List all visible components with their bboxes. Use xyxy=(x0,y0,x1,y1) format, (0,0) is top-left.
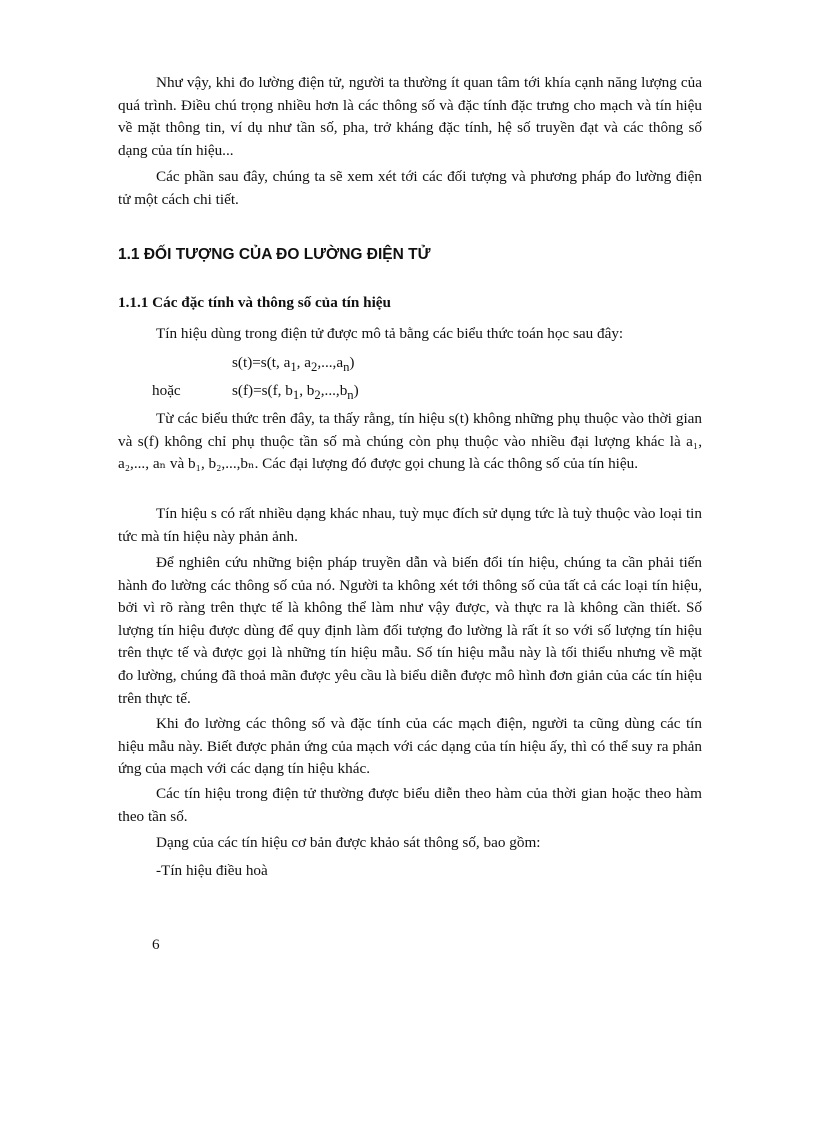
representation-paragraph: Các tín hiệu trong điện tử thường được biểu diễn theo hàm của thời gian hoặc theo hàm theo tần số. xyxy=(118,785,702,825)
section-heading: 1.1 ĐỐI TƯỢNG CỦA ĐO LƯỜNG ĐIỆN TỬ xyxy=(118,246,431,263)
intro-paragraph-1: Như vậy, khi đo lường điện tử, người ta thường ít quan tâm tới khía cạnh năng lượng của quá trình. Điều chú trọng nhiều hơn là các thông số và đặc tính đặc trưng cho mạch và tín hiệu về mặt thông tin, ví dụ như tần số, pha, trở kháng đặc tính, hệ số truyền đạt và các thông số dạng của tín hiệu... xyxy=(118,74,702,159)
intro-paragraph-2: Các phần sau đây, chúng ta sẽ xem xét tới các đối tượng và phương pháp đo lường điện tử một cách chi tiết. xyxy=(118,168,702,208)
signal-intro-paragraph: Tín hiệu dùng trong điện tử được mô tả bằng các biểu thức toán học sau đây: xyxy=(156,325,624,342)
list-item-harmonic-signal: -Tín hiệu điều hoà xyxy=(156,862,268,879)
research-paragraph: Để nghiên cứu những biện pháp truyền dẫn và biến đổi tín hiệu, chúng ta cần phải tiến hành đo lường các thông số của nó. Người ta không xét tới thông số của tất cả các loại tín hiệu, bởi vì rõ ràng trên thực tế là không thể làm như vậy được, và thực ra là không cần thiết. Số lượng tín hiệu được dùng để quy định làm đối tượng đo lường là rất ít so với số lượng tín hiệu trên thực tế và được gọi là những tín hiệu mẫu. Số tín hiệu mẫu này là tối thiểu nhưng về mặt đo lường, chúng đã thoả mãn được yêu cầu là biểu diễn được mô hình đơn giản của các tín hiệu trên thực tế. xyxy=(118,554,702,707)
page-number: 6 xyxy=(152,936,160,953)
circuits-paragraph: Khi đo lường các thông số và đặc tính của các mạch điện, người ta cũng dùng các tín hiệu mẫu này. Biết được phản ứng của mạch với các dạng của tín hiệu ấy, thì có thể suy ra phản ứng của mạch với các dạng tín hiệu khác. xyxy=(118,715,702,778)
basic-forms-paragraph: Dạng của các tín hiệu cơ bản được khảo sát thông số, bao gồm: xyxy=(156,834,541,851)
subsection-heading: 1.1.1 Các đặc tính và thông số của tín hiệu xyxy=(118,294,391,311)
formula-time-domain: s(t)=s(t, $a_1$, $a_2,...,a_n$) xyxy=(232,354,355,375)
dependence-paragraph: Từ các biểu thức trên đây, ta thấy rằng, tín hiệu s(t) không những phụ thuộc vào thời gian và s(f) không chỉ phụ thuộc tần số mà chúng còn phụ thuộc vào nhiều đại lượng khác là a₁, a₂,..., aₙ và b₁, b₂,...,bₙ. Các đại lượng đó được gọi chung là các thông số của tín hiệu. xyxy=(118,410,702,473)
formula-or-label: hoặc xyxy=(152,382,181,399)
formula-frequency-domain: hoặc s(f)=s(f, $b_1$, $b_2,...,b_n$) xyxy=(152,382,359,403)
signal-forms-paragraph: Tín hiệu s có rất nhiều dạng khác nhau, tuỳ mục đích sử dụng tức là tuỳ thuộc vào loại tin tức mà tín hiệu này phản ảnh. xyxy=(118,505,702,545)
